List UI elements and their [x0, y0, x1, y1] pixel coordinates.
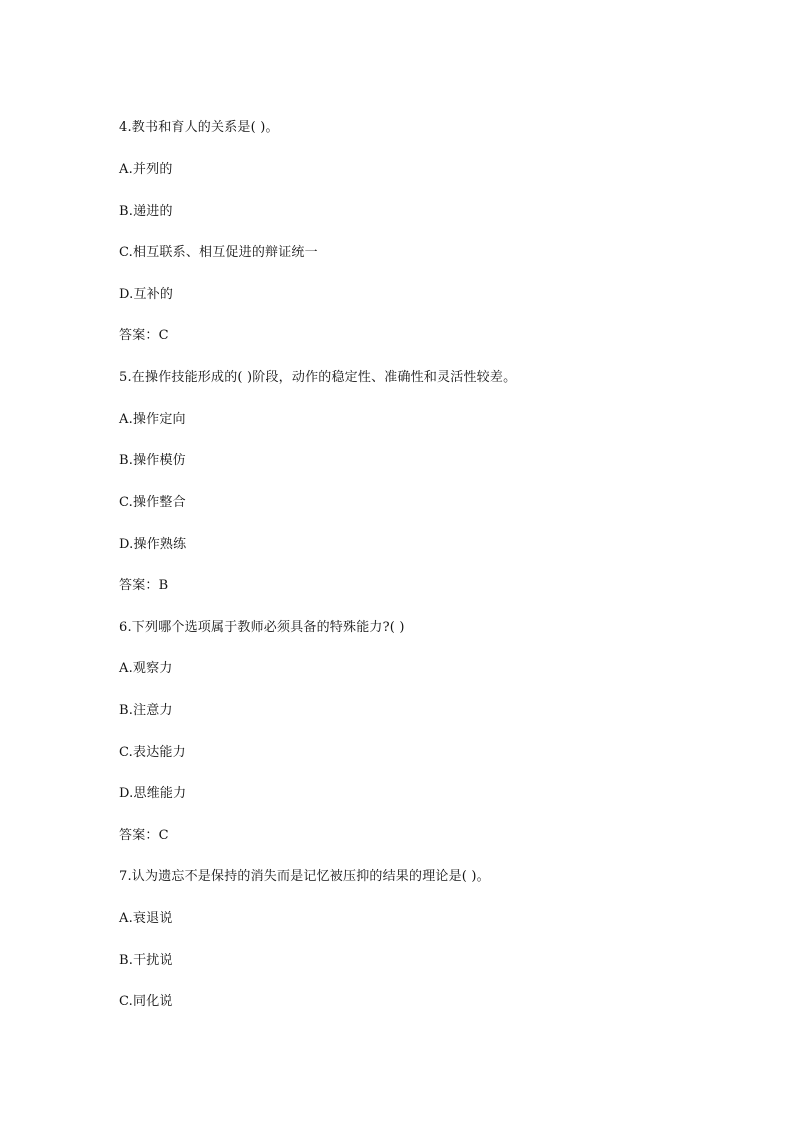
- question-7-option-a: A.衰退说: [119, 911, 173, 926]
- question-7-stem: 7.认为遗忘不是保持的消失而是记忆被压抑的结果的理论是( )。: [119, 869, 490, 884]
- question-5-option-a: A.操作定向: [119, 412, 186, 427]
- question-4-option-b: B.递进的: [119, 204, 173, 219]
- question-5-answer: 答案：B: [119, 578, 169, 593]
- question-5-option-b: B.操作模仿: [119, 453, 186, 468]
- question-6-option-b: B.注意力: [119, 703, 173, 718]
- question-4-option-a: A.并列的: [119, 162, 173, 177]
- question-6-option-d: D.思维能力: [119, 786, 187, 801]
- question-5-stem: 5.在操作技能形成的( )阶段，动作的稳定性、准确性和灵活性较差。: [119, 370, 517, 385]
- question-6-option-a: A.观察力: [119, 661, 173, 676]
- question-6-stem: 6.下列哪个选项属于教师必须具备的特殊能力?( ): [119, 620, 405, 635]
- question-7-option-b: B.干扰说: [119, 953, 173, 968]
- question-6-option-c: C.表达能力: [119, 745, 186, 760]
- question-4-stem: 4.教书和育人的关系是( )。: [119, 120, 279, 135]
- question-4-answer: 答案：C: [119, 328, 169, 343]
- question-4-option-c: C.相互联系、相互促进的辩证统一: [119, 245, 318, 260]
- question-6-answer: 答案：C: [119, 828, 169, 843]
- question-7-option-c: C.同化说: [119, 994, 173, 1009]
- question-4-option-d: D.互补的: [119, 287, 174, 302]
- question-5-option-d: D.操作熟练: [119, 537, 187, 552]
- question-5-option-c: C.操作整合: [119, 495, 186, 510]
